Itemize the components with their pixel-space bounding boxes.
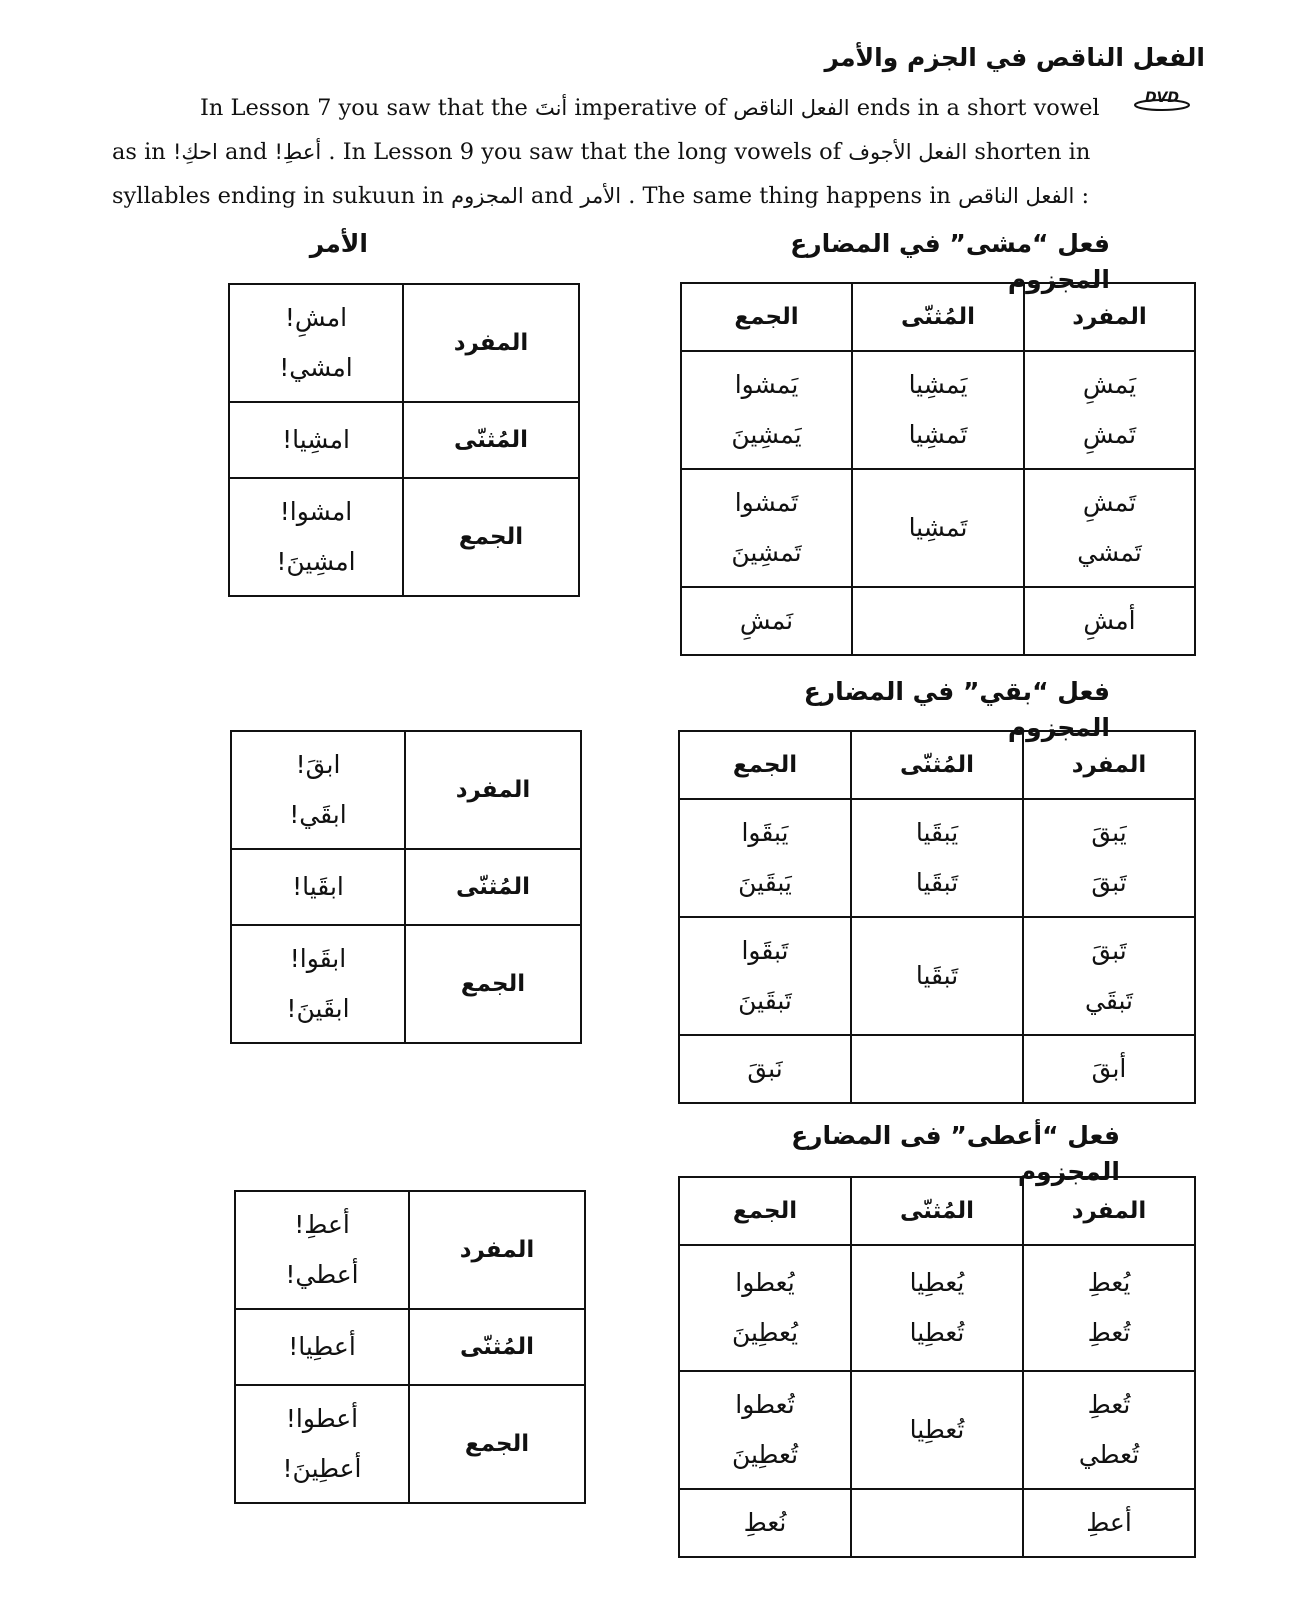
amr-cell: امشِيا! [229, 402, 403, 478]
row-label-mufrad: المفرد [405, 731, 581, 849]
cell-muthanna: يُعطِيا تُعطِيا [851, 1245, 1023, 1371]
amr-cell: أعطِيا! [235, 1309, 409, 1385]
row-label-muthanna: المُثنّى [409, 1309, 585, 1385]
row-label-mufrad: المفرد [409, 1191, 585, 1309]
cell-jam: نَبقَ [679, 1035, 851, 1103]
cell-muthanna: تَمشِيا [852, 469, 1024, 587]
cell-jam: يَبقَوا يَبقَينَ [679, 799, 851, 917]
cell-mufrad: تُعطِ تُعطي [1023, 1371, 1195, 1489]
cell-mufrad: تَبقَ تَبقَي [1023, 917, 1195, 1035]
cell-mufrad: أمشِ [1024, 587, 1195, 655]
conjugation-table-mashaa [680, 282, 1196, 656]
cell-mufrad: يَبقَ تَبقَ [1023, 799, 1195, 917]
cell-muthanna: يَبقَيا تَبقَيا [851, 799, 1023, 917]
cell-jam: يُعطوا يُعطِينَ [679, 1245, 851, 1371]
section-title-mashaa: فعل “مشى” في المضارع المجزوم [790, 229, 1110, 294]
amr-title: الأمر [309, 229, 368, 258]
amr-cell: أعطِ! أعطي! [235, 1191, 409, 1309]
row-label-jam: الجمع [409, 1385, 585, 1503]
row-label-jam: الجمع [405, 925, 581, 1043]
intro-paragraph [112, 86, 1204, 218]
cell-mufrad: يُعطِ تُعطِ [1023, 1245, 1195, 1371]
section-title-aataa: فعل “أعطى” فى المضارع المجزوم [791, 1121, 1120, 1186]
cell-muthanna: تُعطِيا [851, 1371, 1023, 1489]
conjugation-table-aataa [678, 1176, 1196, 1558]
cell-jam: تَمشوا تَمشِينَ [681, 469, 852, 587]
row-label-mufrad: المفرد [403, 284, 579, 402]
row-label-muthanna: المُثنّى [403, 402, 579, 478]
row-label-jam: الجمع [403, 478, 579, 596]
amr-cell: امشِ! امشي! [229, 284, 403, 402]
cell-mufrad: يَمشِ تَمشِ [1024, 351, 1195, 469]
header-muthanna: المُثنّى [851, 731, 1023, 799]
cell-mufrad: تَمشِ تَمشي [1024, 469, 1195, 587]
cell-jam: يَمشوا يَمشِينَ [681, 351, 852, 469]
amr-cell: ابقَوا! ابقَينَ! [231, 925, 405, 1043]
header-muthanna: المُثنّى [851, 1177, 1023, 1245]
cell-jam: نُعطِ [679, 1489, 851, 1557]
cell-mufrad: أبقَ [1023, 1035, 1195, 1103]
header-jam: الجمع [679, 731, 851, 799]
amr-cell: أعطوا! أعطِينَ! [235, 1385, 409, 1503]
amr-cell: ابقَيا! [231, 849, 405, 925]
heading-text: الفعل الناقص في الجزم والأمر [824, 43, 1205, 72]
cell-mufrad: أعطِ [1023, 1489, 1195, 1557]
amr-cell: امشوا! امشِينَ! [229, 478, 403, 596]
row-label-muthanna: المُثنّى [405, 849, 581, 925]
cell-muthanna: تَبقَيا [851, 917, 1023, 1035]
intro-line-2: as in احكِ! and أعطِ! . In Lesson 9 you saw that the long vowels of الفعل الأجوف shorten in [112, 139, 1091, 165]
cell-muthanna: يَمشِيا تَمشِيا [852, 351, 1024, 469]
header-jam: الجمع [681, 283, 852, 351]
cell-muthanna-empty [851, 1489, 1023, 1557]
section-title-baqiya: فعل “بقي” في المضارع المجزوم [803, 677, 1110, 742]
amr-table-baqiya [230, 730, 582, 1044]
amr-table-mashaa [228, 283, 580, 597]
header-mufrad: المفرد [1024, 283, 1195, 351]
dvd-label: DVD [1144, 90, 1180, 106]
page-heading [770, 38, 1205, 106]
amr-cell: ابقَ! ابقَي! [231, 731, 405, 849]
cell-muthanna-empty [852, 587, 1024, 655]
amr-table-aataa [234, 1190, 586, 1504]
cell-jam: تُعطوا تُعطِينَ [679, 1371, 851, 1489]
header-mufrad: المفرد [1023, 731, 1195, 799]
cell-muthanna-empty [851, 1035, 1023, 1103]
intro-line-1: In Lesson 7 you saw that the أنتَ imperative of الفعل الناقص ends in a short vowel [200, 95, 1100, 121]
header-jam: الجمع [679, 1177, 851, 1245]
intro-line-3: syllables ending in sukuun in المجزوم and الأمر . The same thing happens in الفعل الناقص : [112, 183, 1090, 209]
cell-jam: نَمشِ [681, 587, 852, 655]
header-muthanna: المُثنّى [852, 283, 1024, 351]
conjugation-table-baqiya [678, 730, 1196, 1104]
header-mufrad: المفرد [1023, 1177, 1195, 1245]
cell-jam: تَبقَوا تَبقَينَ [679, 917, 851, 1035]
